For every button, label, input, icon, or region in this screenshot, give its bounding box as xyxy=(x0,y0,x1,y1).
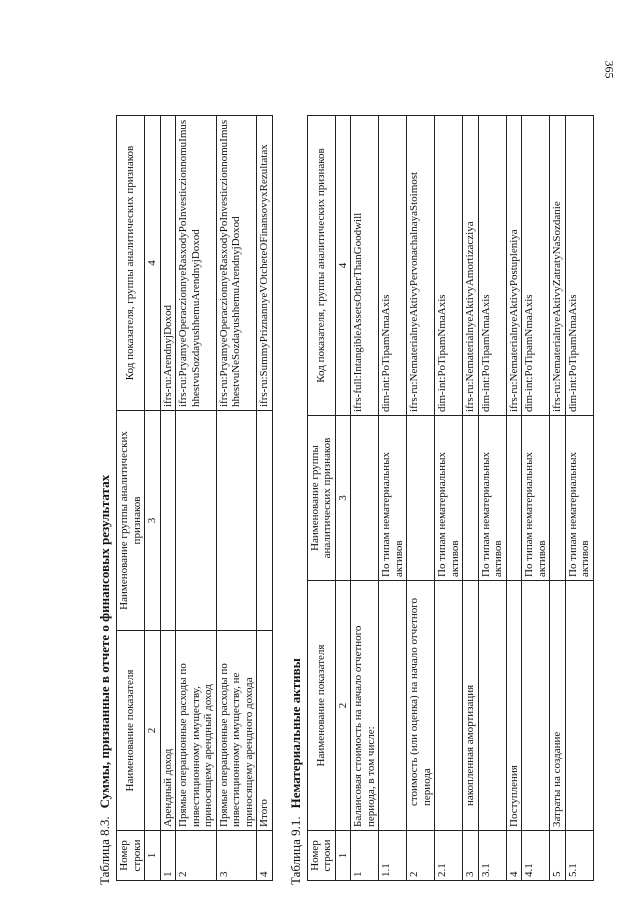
page-number: 365 xyxy=(602,60,617,79)
row-number: 1 xyxy=(351,831,379,881)
table2-header: Наименование показателя xyxy=(307,581,335,831)
indicator-name: Итого xyxy=(257,631,273,831)
column-number: 2 xyxy=(145,631,161,831)
table1-header-row xyxy=(117,116,145,881)
indicator-name: Прямые операционные расходы по инвестиционному имуществу, приносящему арендный доход xyxy=(176,631,217,831)
indicator-code: ifrs-ru:NematerialnyeAktivyZatratyNaSozdanie xyxy=(550,116,566,416)
table-row xyxy=(160,116,176,881)
table2-header-row xyxy=(307,116,335,881)
table2-title: Нематериальные активы xyxy=(287,658,303,809)
table1-header: Код показателя, группы аналитических признаков xyxy=(117,116,145,411)
table1-title: Суммы, признанные в отчете о финансовых результатах xyxy=(97,474,112,809)
indicator-code: dim-int:PoTipamNmaAxis xyxy=(435,116,463,416)
analytic-group xyxy=(176,411,217,631)
indicator-code: ifrs-ru:PryamyeOperaczionnyeRasxodyPoInvesticzionnomuImushhestvuSozdayushhemuArendnyjDoxod xyxy=(176,116,217,411)
analytic-group: По типам нематериальных активов xyxy=(565,416,593,581)
table-row xyxy=(550,116,566,881)
analytic-group xyxy=(216,411,257,631)
indicator-code: ifrs-ru:PryamyeOperaczionnyeRasxodyPoInvesticzionnomuImushhestvuNeSozdayushhemuArendnyjDoxod xyxy=(216,116,257,411)
analytic-group xyxy=(463,416,479,581)
column-number: 1 xyxy=(335,831,351,881)
column-number: 2 xyxy=(335,581,351,831)
table1-header: Наименование группы аналитических признаков xyxy=(117,411,145,631)
table2-header: Наименование группы аналитических признаков xyxy=(307,416,335,581)
indicator-code: dim-int:PoTipamNmaAxis xyxy=(478,116,506,416)
row-number: 1.1 xyxy=(379,831,407,881)
indicator-name xyxy=(379,581,407,831)
row-number: 4.1 xyxy=(522,831,550,881)
column-number: 4 xyxy=(335,116,351,416)
analytic-group xyxy=(351,416,379,581)
analytic-group xyxy=(257,411,273,631)
column-number: 3 xyxy=(145,411,161,631)
indicator-name: накопленная амортизация xyxy=(463,581,479,831)
table-row xyxy=(478,116,506,881)
table2-header: Номер строки xyxy=(307,831,335,881)
table1-body xyxy=(160,116,272,881)
row-number: 2 xyxy=(176,831,217,881)
table-row xyxy=(216,116,257,881)
table2-header: Код показателя, группы аналитических признаков xyxy=(307,116,335,416)
table-row xyxy=(506,116,522,881)
indicator-name xyxy=(522,581,550,831)
column-number: 1 xyxy=(145,831,161,881)
table-row xyxy=(565,116,593,881)
row-number: 1 xyxy=(160,831,176,881)
analytic-group xyxy=(160,411,176,631)
table1-caption xyxy=(96,70,116,885)
indicator-code: ifrs-ru:NematerialnyeAktivyPostupleniya xyxy=(506,116,522,416)
analytic-group: По типам нематериальных активов xyxy=(379,416,407,581)
analytic-group xyxy=(550,416,566,581)
table-row xyxy=(379,116,407,881)
rotated-page-content xyxy=(96,70,616,885)
table-row xyxy=(407,116,435,881)
table-row xyxy=(522,116,550,881)
indicator-code: ifrs-ru:NematerialnyeAktivyPervonachalnayaStoimost xyxy=(407,116,435,416)
indicator-name xyxy=(435,581,463,831)
indicator-code: dim-int:PoTipamNmaAxis xyxy=(522,116,550,416)
indicator-name: Поступления xyxy=(506,581,522,831)
table1 xyxy=(116,115,273,881)
row-number: 3.1 xyxy=(478,831,506,881)
table1-header: Наименование показателя xyxy=(117,631,145,831)
table-row xyxy=(257,116,273,881)
row-number: 4 xyxy=(506,831,522,881)
indicator-code: dim-int:PoTipamNmaAxis xyxy=(565,116,593,416)
indicator-name: стоимость (или оценка) на начало отчетного периода xyxy=(407,581,435,831)
table2-body xyxy=(351,116,594,881)
table2 xyxy=(307,115,594,881)
indicator-name: Арендный доход xyxy=(160,631,176,831)
indicator-name xyxy=(478,581,506,831)
row-number: 3 xyxy=(463,831,479,881)
row-number: 2.1 xyxy=(435,831,463,881)
indicator-code: ifrs-ru:ArendnyjDoxod xyxy=(160,116,176,411)
table1-header: Номер строки xyxy=(117,831,145,881)
table2-caption xyxy=(287,70,307,885)
table1-number: Таблица 8.3. xyxy=(97,816,112,885)
indicator-code: dim-int:PoTipamNmaAxis xyxy=(379,116,407,416)
analytic-group xyxy=(506,416,522,581)
indicator-name: Прямые операционные расходы по инвестиционному имуществу, не приносящему арендного дохода xyxy=(216,631,257,831)
table2-colnum-row xyxy=(335,116,351,881)
indicator-name xyxy=(565,581,593,831)
table-row xyxy=(463,116,479,881)
table-row xyxy=(351,116,379,881)
table1-colnum-row xyxy=(145,116,161,881)
row-number: 2 xyxy=(407,831,435,881)
table-row xyxy=(435,116,463,881)
row-number: 5.1 xyxy=(565,831,593,881)
indicator-code: ifrs-full:IntangibleAssetsOtherThanGoodwill xyxy=(351,116,379,416)
analytic-group: По типам нематериальных активов xyxy=(478,416,506,581)
analytic-group xyxy=(407,416,435,581)
row-number: 4 xyxy=(257,831,273,881)
column-number: 4 xyxy=(145,116,161,411)
indicator-name: Затраты на создание xyxy=(550,581,566,831)
indicator-code: ifrs-ru:SummyPriznannyeVOtcheteOFinansovyxRezultatax xyxy=(257,116,273,411)
table-row xyxy=(176,116,217,881)
table2-number: Таблица 9.1. xyxy=(287,816,303,885)
row-number: 3 xyxy=(216,831,257,881)
row-number: 5 xyxy=(550,831,566,881)
analytic-group: По типам нематериальных активов xyxy=(435,416,463,581)
indicator-code: ifrs-ru:NematerialnyeAktivyAmortizacziya xyxy=(463,116,479,416)
column-number: 3 xyxy=(335,416,351,581)
indicator-name: Балансовая стоимость на начало отчетного периода, в том числе: xyxy=(351,581,379,831)
analytic-group: По типам нематериальных активов xyxy=(522,416,550,581)
